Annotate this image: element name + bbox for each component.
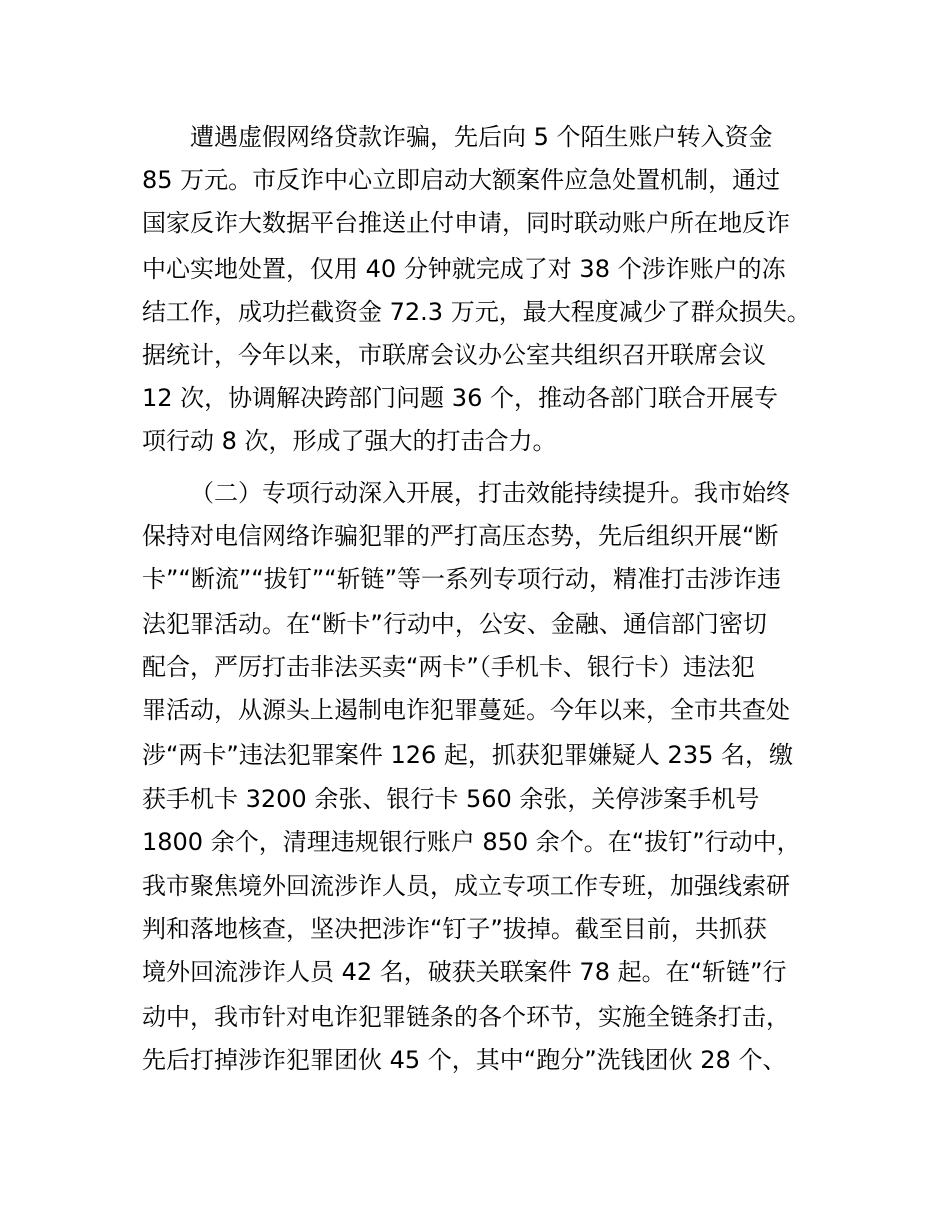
paragraph-2-line-3: 卡”“断流”“拔钉”“斩链”等一系列专项行动，精准打击涉诈违 xyxy=(142,565,782,593)
paragraph-1-line-3: 国家反诈大数据平台推送止付申请，同时联动账户所在地反诈 xyxy=(142,209,790,237)
paragraph-2-line-5: 配合，严厉打击非法买卖“两卡”（手机卡、银行卡）违法犯 xyxy=(142,653,755,681)
paragraph-2-line-13: 动中，我市针对电诈犯罪链条的各个环节，实施全链条打击， xyxy=(142,1003,790,1031)
paragraph-1-line-5: 结工作，成功拦截资金 72.3 万元，最大程度减少了群众损失。 xyxy=(142,298,811,326)
paragraph-2-line-11: 判和落地核查，坚决把涉诈“钉子”拔掉。截至目前，共抓获 xyxy=(142,915,767,943)
paragraph-1-line-4: 中心实地处置，仅用 40 分钟就完成了对 38 个涉诈账户的冻 xyxy=(142,255,786,283)
paragraph-2-line-7: 涉“两卡”违法犯罪案件 126 起，抓获犯罪嫌疑人 235 名，缴 xyxy=(142,741,793,769)
paragraph-2-line-12: 境外回流涉诈人员 42 名，破获关联案件 78 起。在“斩链”行 xyxy=(142,958,787,986)
paragraph-1-line-2: 85 万元。市反诈中心立即启动大额案件应急处置机制，通过 xyxy=(142,166,781,194)
paragraph-2-line-9: 1800 余个，清理违规银行账户 850 余个。在“拔钉”行动中， xyxy=(142,828,801,856)
paragraph-2-line-10: 我市聚焦境外回流涉诈人员，成立专项工作专班，加强线索研 xyxy=(142,872,790,900)
paragraph-2-line-8: 获手机卡 3200 余张、银行卡 560 余张，关停涉案手机号 xyxy=(142,785,760,813)
paragraph-2-line-6: 罪活动，从源头上遏制电诈犯罪蔓延。今年以来，全市共查处 xyxy=(142,696,790,724)
paragraph-1-line-8: 项行动 8 次，形成了强大的打击合力。 xyxy=(142,427,557,455)
paragraph-2-line-4: 法犯罪活动。在“断卡”行动中，公安、金融、通信部门密切 xyxy=(142,610,767,638)
paragraph-2-line-1: （二）专项行动深入开展，打击效能持续提升。我市始终 xyxy=(190,479,790,507)
paragraph-2-line-14: 先后打掉涉诈犯罪团伙 45 个，其中“跑分”洗钱团伙 28 个、 xyxy=(142,1046,787,1074)
paragraph-1-line-7: 12 次，协调解决跨部门问题 36 个，推动各部门联合开展专 xyxy=(142,384,778,412)
paragraph-1-line-6: 据统计，今年以来，市联席会议办公室共组织召开联席会议 xyxy=(142,341,766,369)
paragraph-1-line-1: 遭遇虚假网络贷款诈骗，先后向 5 个陌生账户转入资金 xyxy=(190,123,773,151)
paragraph-2-line-2: 保持对电信网络诈骗犯罪的严打高压态势，先后组织开展“断 xyxy=(142,522,779,550)
